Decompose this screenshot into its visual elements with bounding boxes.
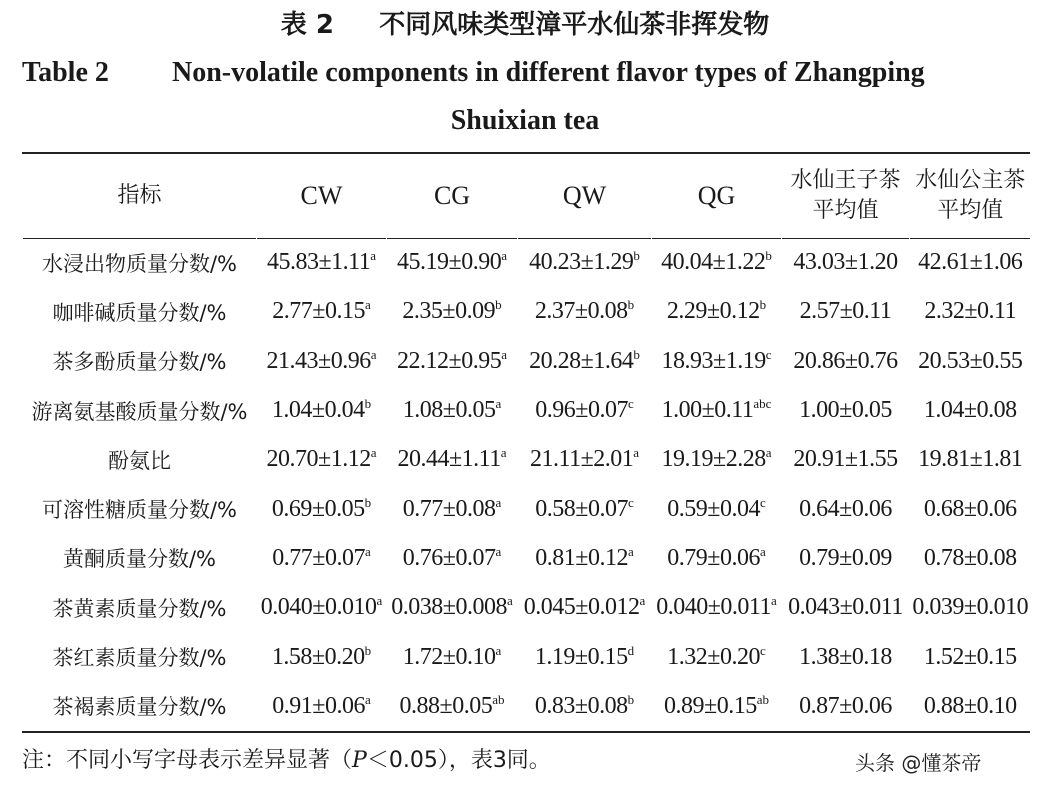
table-title-chinese: 表 2 不同风味类型漳平水仙茶非挥发物 — [280, 10, 770, 40]
cell-cw — [257, 484, 387, 533]
cell-prince-average — [782, 484, 910, 533]
significance-letter: b — [627, 297, 635, 313]
row-label: 可溶性糖质量分数/% — [23, 484, 257, 533]
significance-letter: a — [495, 543, 502, 559]
cell-value: 18.93±1.19 — [661, 347, 766, 374]
cell-qw — [518, 583, 652, 632]
row-label: 茶黄素质量分数/% — [23, 583, 257, 632]
table-header-row — [23, 154, 1031, 238]
cell-cg — [387, 583, 518, 632]
column-header-qw: QW — [518, 154, 652, 238]
cell-value: 0.64±0.06 — [799, 495, 892, 522]
cell-qg — [652, 682, 782, 731]
cell-value: 0.88±0.05 — [399, 692, 493, 719]
cell-value: 20.28±1.64 — [529, 347, 634, 374]
column-header-prince-line1: 水仙王子茶 — [790, 168, 901, 193]
cell-value: 0.91±0.06 — [272, 692, 365, 719]
cell-cw — [257, 238, 387, 287]
cell-value: 19.19±2.28 — [661, 446, 766, 473]
table-row — [23, 632, 1031, 681]
cell-qw — [518, 435, 652, 484]
cell-cg — [387, 435, 518, 484]
table-row — [23, 386, 1031, 435]
cell-value: 20.44±1.11 — [397, 446, 501, 473]
row-label: 茶褐素质量分数/% — [23, 682, 257, 731]
table-bottom-rule — [22, 731, 1030, 733]
significance-letter: ab — [492, 691, 505, 707]
cell-value: 0.78±0.08 — [923, 544, 1017, 571]
significance-letter: b — [627, 691, 635, 707]
significance-letter: a — [506, 593, 513, 609]
cell-cg — [387, 238, 518, 287]
row-label: 水浸出物质量分数/% — [23, 238, 257, 287]
table-row — [23, 583, 1031, 632]
table-body — [23, 238, 1031, 731]
significance-letter: a — [501, 248, 507, 264]
significance-letter: abc — [753, 396, 772, 412]
cell-value: 0.040±0.010 — [260, 594, 377, 621]
cell-value: 40.04±1.22 — [661, 249, 766, 276]
significance-letter: a — [633, 445, 640, 461]
significance-letter: a — [771, 593, 777, 609]
cell-value: 1.04±0.04 — [271, 397, 365, 424]
cell-value: 2.37±0.08 — [534, 298, 628, 325]
significance-letter: a — [765, 445, 772, 461]
cell-value: 1.72±0.10 — [402, 643, 496, 670]
table-row — [23, 287, 1031, 336]
cell-value: 2.32±0.11 — [924, 298, 1017, 325]
cell-qw — [518, 484, 652, 533]
cell-qw — [518, 682, 652, 731]
cell-prince-average — [782, 632, 910, 681]
cell-value: 0.76±0.07 — [402, 544, 496, 571]
cell-cw — [257, 287, 387, 336]
cell-qw — [518, 632, 652, 681]
cell-value: 20.91±1.55 — [793, 446, 898, 473]
footnote-prefix: 注：不同小写字母表示差异显著（ — [22, 748, 353, 773]
cell-value: 0.69±0.05 — [271, 495, 365, 522]
cell-value: 1.52±0.15 — [923, 643, 1017, 670]
table-title-english — [22, 57, 1032, 89]
column-header-princess-average — [910, 154, 1031, 238]
cell-value: 0.87±0.06 — [799, 692, 892, 719]
cell-cw — [257, 386, 387, 435]
table-footnote — [22, 746, 551, 776]
cell-qw — [518, 337, 652, 386]
table-title-english-line1: Non-volatile components in different flavor types of Zhangping — [172, 57, 925, 88]
cell-value: 20.53±0.55 — [918, 347, 1023, 374]
cell-qg — [652, 386, 782, 435]
cell-princess-average — [910, 238, 1031, 287]
table-number-label: Table 2 — [22, 57, 109, 88]
cell-value: 1.00±0.05 — [799, 397, 892, 424]
cell-qg — [652, 632, 782, 681]
data-table — [22, 154, 1031, 731]
significance-letter: b — [364, 642, 372, 658]
significance-letter: a — [370, 445, 377, 461]
cell-qg — [652, 337, 782, 386]
significance-letter: a — [364, 543, 371, 559]
cell-value: 0.89±0.15 — [664, 692, 757, 719]
cell-princess-average — [910, 682, 1031, 731]
cell-value: 0.040±0.011 — [656, 594, 771, 621]
cell-value: 2.77±0.15 — [272, 298, 365, 325]
cell-qw — [518, 386, 652, 435]
cell-value: 21.11±2.01 — [529, 446, 634, 473]
significance-letter: b — [495, 297, 502, 313]
footnote-p-symbol: P — [352, 748, 367, 773]
cell-value: 0.77±0.07 — [272, 544, 365, 571]
significance-letter: c — [765, 346, 772, 362]
cell-value: 0.96±0.07 — [535, 397, 628, 424]
cell-value: 0.83±0.08 — [534, 692, 628, 719]
significance-letter: a — [639, 593, 646, 609]
cell-prince-average — [782, 583, 910, 632]
significance-letter: c — [627, 494, 634, 510]
significance-letter: b — [364, 396, 372, 412]
cell-value: 20.70±1.12 — [266, 446, 371, 473]
cell-value: 1.08±0.05 — [402, 397, 496, 424]
significance-letter: ab — [756, 691, 769, 707]
significance-letter: d — [627, 642, 635, 658]
significance-letter: a — [376, 593, 383, 609]
cell-cg — [387, 534, 518, 583]
cell-qg — [652, 484, 782, 533]
cell-value: 45.19±0.90 — [397, 249, 502, 276]
significance-letter: a — [364, 691, 371, 707]
column-header-cg: CG — [387, 154, 518, 238]
column-header-cw: CW — [257, 154, 387, 238]
cell-value: 22.12±0.95 — [397, 347, 502, 374]
cell-cg — [387, 682, 518, 731]
significance-letter: a — [364, 297, 371, 313]
cell-value: 2.57±0.11 — [799, 298, 892, 325]
cell-qg — [652, 287, 782, 336]
row-label: 游离氨基酸质量分数/% — [23, 386, 257, 435]
significance-letter: b — [633, 248, 640, 264]
cell-value: 0.58±0.07 — [535, 495, 628, 522]
cell-value: 0.039±0.010 — [912, 594, 1029, 621]
significance-letter: c — [759, 494, 766, 510]
cell-qw — [518, 287, 652, 336]
cell-value: 40.23±1.29 — [529, 249, 634, 276]
table-row — [23, 435, 1031, 484]
cell-value: 20.86±0.76 — [793, 347, 898, 374]
table-row — [23, 484, 1031, 533]
significance-letter: b — [765, 248, 772, 264]
cell-value: 0.045±0.012 — [523, 594, 640, 621]
cell-princess-average — [910, 337, 1031, 386]
cell-qg — [652, 583, 782, 632]
cell-princess-average — [910, 632, 1031, 681]
cell-qg — [652, 238, 782, 287]
significance-letter: b — [633, 346, 640, 362]
table-row — [23, 238, 1031, 287]
cell-cw — [257, 682, 387, 731]
column-header-prince-line2: 平均值 — [812, 198, 879, 223]
cell-value: 0.79±0.09 — [799, 544, 892, 571]
cell-prince-average — [782, 337, 910, 386]
table-row — [23, 337, 1031, 386]
significance-letter: a — [627, 543, 634, 559]
column-header-prince-average — [782, 154, 910, 238]
cell-prince-average — [782, 435, 910, 484]
column-header-indicator: 指标 — [23, 154, 257, 238]
cell-cg — [387, 337, 518, 386]
cell-value: 43.03±1.20 — [793, 249, 898, 276]
cell-cw — [257, 337, 387, 386]
significance-letter: a — [500, 445, 507, 461]
cell-value: 0.77±0.08 — [402, 495, 496, 522]
table-row — [23, 682, 1031, 731]
cell-qg — [652, 435, 782, 484]
cell-value: 1.58±0.20 — [271, 643, 365, 670]
table-title-english-line2: Shuixian tea — [450, 105, 600, 136]
cell-value: 2.35±0.09 — [402, 298, 496, 325]
column-header-princess-line1: 水仙公主茶 — [915, 168, 1026, 193]
significance-letter: a — [370, 248, 377, 264]
cell-prince-average — [782, 287, 910, 336]
cell-princess-average — [910, 435, 1031, 484]
cell-value: 1.19±0.15 — [534, 643, 628, 670]
cell-prince-average — [782, 534, 910, 583]
row-label: 茶红素质量分数/% — [23, 632, 257, 681]
cell-princess-average — [910, 484, 1031, 533]
cell-prince-average — [782, 386, 910, 435]
cell-value: 1.32±0.20 — [667, 643, 760, 670]
cell-qg — [652, 534, 782, 583]
cell-cw — [257, 583, 387, 632]
row-label: 茶多酚质量分数/% — [23, 337, 257, 386]
significance-letter: a — [501, 346, 507, 362]
cell-princess-average — [910, 386, 1031, 435]
cell-value: 0.68±0.06 — [923, 495, 1017, 522]
row-label: 咖啡碱质量分数/% — [23, 287, 257, 336]
footnote-suffix: ＜0.05），表3同。 — [366, 748, 551, 773]
row-label: 黄酮质量分数/% — [23, 534, 257, 583]
significance-letter: b — [364, 494, 372, 510]
cell-value: 0.043±0.011 — [788, 594, 903, 621]
significance-letter: a — [495, 642, 502, 658]
significance-letter: a — [759, 543, 766, 559]
significance-letter: b — [759, 297, 767, 313]
cell-cw — [257, 534, 387, 583]
cell-value: 1.04±0.08 — [923, 397, 1017, 424]
cell-value: 45.83±1.11 — [266, 249, 371, 276]
cell-cw — [257, 435, 387, 484]
cell-cw — [257, 632, 387, 681]
significance-letter: c — [627, 396, 634, 412]
row-label: 酚氨比 — [23, 435, 257, 484]
cell-value: 1.00±0.11 — [661, 397, 754, 424]
cell-cg — [387, 484, 518, 533]
cell-cg — [387, 287, 518, 336]
cell-value: 0.038±0.008 — [391, 594, 507, 621]
cell-value: 0.81±0.12 — [535, 544, 628, 571]
cell-value: 1.38±0.18 — [799, 643, 892, 670]
table-row — [23, 534, 1031, 583]
cell-cg — [387, 632, 518, 681]
cell-prince-average — [782, 682, 910, 731]
significance-letter: c — [759, 642, 766, 658]
significance-letter: a — [370, 346, 377, 362]
cell-value: 19.81±1.81 — [918, 446, 1023, 473]
cell-princess-average — [910, 583, 1031, 632]
cell-princess-average — [910, 287, 1031, 336]
significance-letter: a — [495, 494, 502, 510]
cell-cg — [387, 386, 518, 435]
cell-value: 0.88±0.10 — [923, 692, 1017, 719]
cell-value: 0.59±0.04 — [667, 495, 760, 522]
cell-princess-average — [910, 534, 1031, 583]
cell-value: 2.29±0.12 — [666, 298, 760, 325]
significance-letter: a — [495, 396, 502, 412]
cell-qw — [518, 238, 652, 287]
source-watermark: 头条 @懂茶帝 — [855, 751, 982, 775]
column-header-princess-line2: 平均值 — [937, 198, 1004, 223]
column-header-qg: QG — [652, 154, 782, 238]
cell-value: 42.61±1.06 — [918, 249, 1023, 276]
cell-prince-average — [782, 238, 910, 287]
cell-qw — [518, 534, 652, 583]
cell-value: 0.79±0.06 — [667, 544, 760, 571]
cell-value: 21.43±0.96 — [266, 347, 371, 374]
